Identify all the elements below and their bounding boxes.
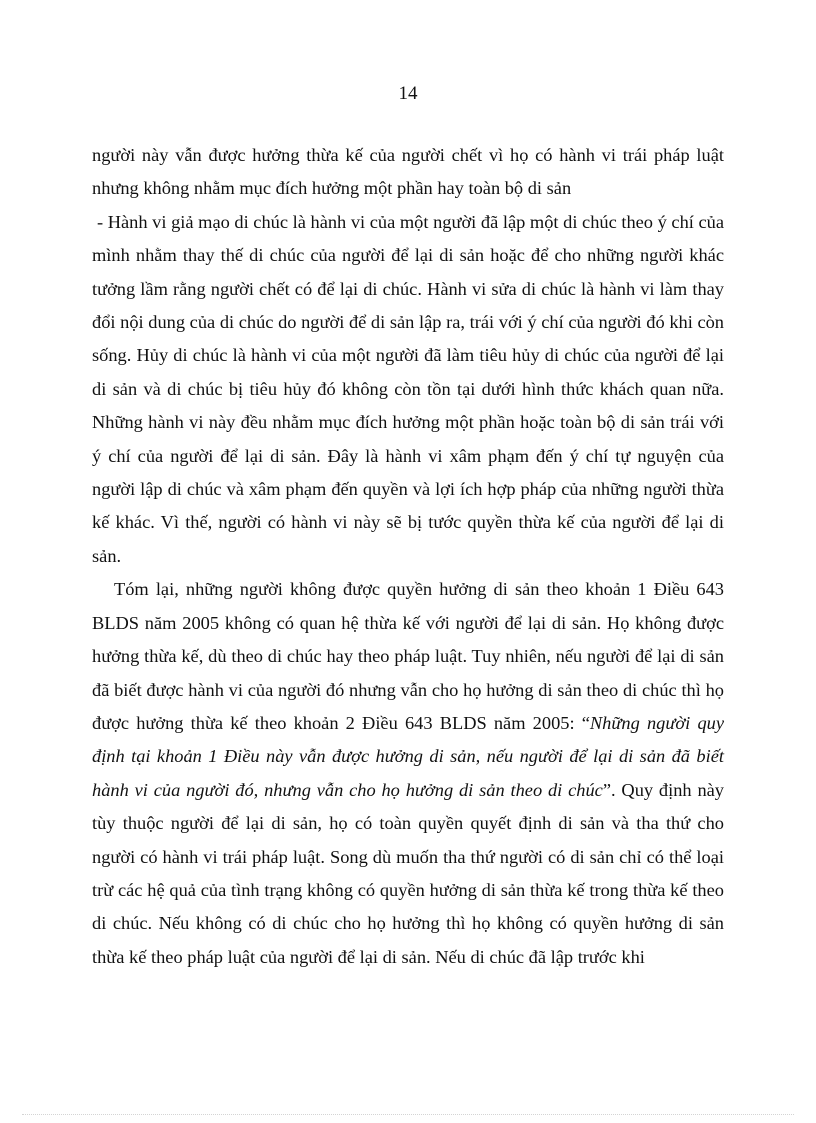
page-bottom-divider <box>22 1114 794 1115</box>
summary-text-before: Tóm lại, những người không được quyền hưởng di sản theo khoản 1 Điều 643 BLDS năm 2005 không có quan hệ thừa kế với người để lại di sản. Họ không được hưởng thừa kế, dù theo di chúc hay theo pháp luật. Tuy nhiên, nếu người để lại di sản đã biết được hành vi của người đó nhưng vẫn cho họ hưởng di sản theo di chúc thì họ được hưởng thừa kế theo khoản 2 Điều 643 BLDS năm 2005: “ <box>92 579 724 733</box>
paragraph-forgery: - Hành vi giả mạo di chúc là hành vi của một người đã lập một di chúc theo ý chí của mình nhằm thay thế di chúc của người để lại di sản hoặc để cho những người khác tưởng lầm rằng người chết có để lại di chúc. Hành vi sửa di chúc là hành vi làm thay đổi nội dung của di chúc do người để di sản lập ra, trái với ý chí của người đó khi còn sống. Hủy di chúc là hành vi của một người đã làm tiêu hủy di chúc của người để lại di sản và di chúc bị tiêu hủy đó không còn tồn tại dưới hình thức khách quan nữa. Những hành vi này đều nhằm mục đích hưởng một phần hoặc toàn bộ di sản trái với ý chí của người để lại di sản. Đây là hành vi xâm phạm đến ý chí tự nguyện của người lập di chúc và xâm phạm đến quyền và lợi ích hợp pháp của những người thừa kế khác. Vì thế, người có hành vi này sẽ bị tước quyền thừa kế của người để lại di sản. <box>92 211 724 566</box>
paragraph-continued: người này vẫn được hưởng thừa kế của người chết vì họ có hành vi trái pháp luật nhưng không nhằm mục đích hưởng một phần hay toàn bộ di sản <box>92 145 724 199</box>
summary-text-after: ”. Quy định này tùy thuộc người để lại di sản, họ có toàn quyền quyết định di sản và tha thứ cho người có hành vi trái pháp luật. Song dù muốn tha thứ người có di sản chỉ có thể loại trừ các hệ quả của tình trạng không có quyền hưởng di sản thừa kế trong thừa kế theo di chúc. Nếu không có di chúc cho họ hưởng thì họ không có quyền hưởng di sản thừa kế theo pháp luật của người để lại di sản. Nếu di chúc đã lập trước khi <box>92 779 724 967</box>
document-body <box>92 139 724 974</box>
page-number: 14 <box>398 83 418 104</box>
legal-quote: Những người quy định tại khoản 1 Điều này vẫn được hưởng di sản, nếu người để lại di sản đã biết hành vi của người đó, nhưng vẫn cho họ hưởng di sản theo di chúc <box>92 712 725 800</box>
paragraph-summary <box>92 573 724 974</box>
